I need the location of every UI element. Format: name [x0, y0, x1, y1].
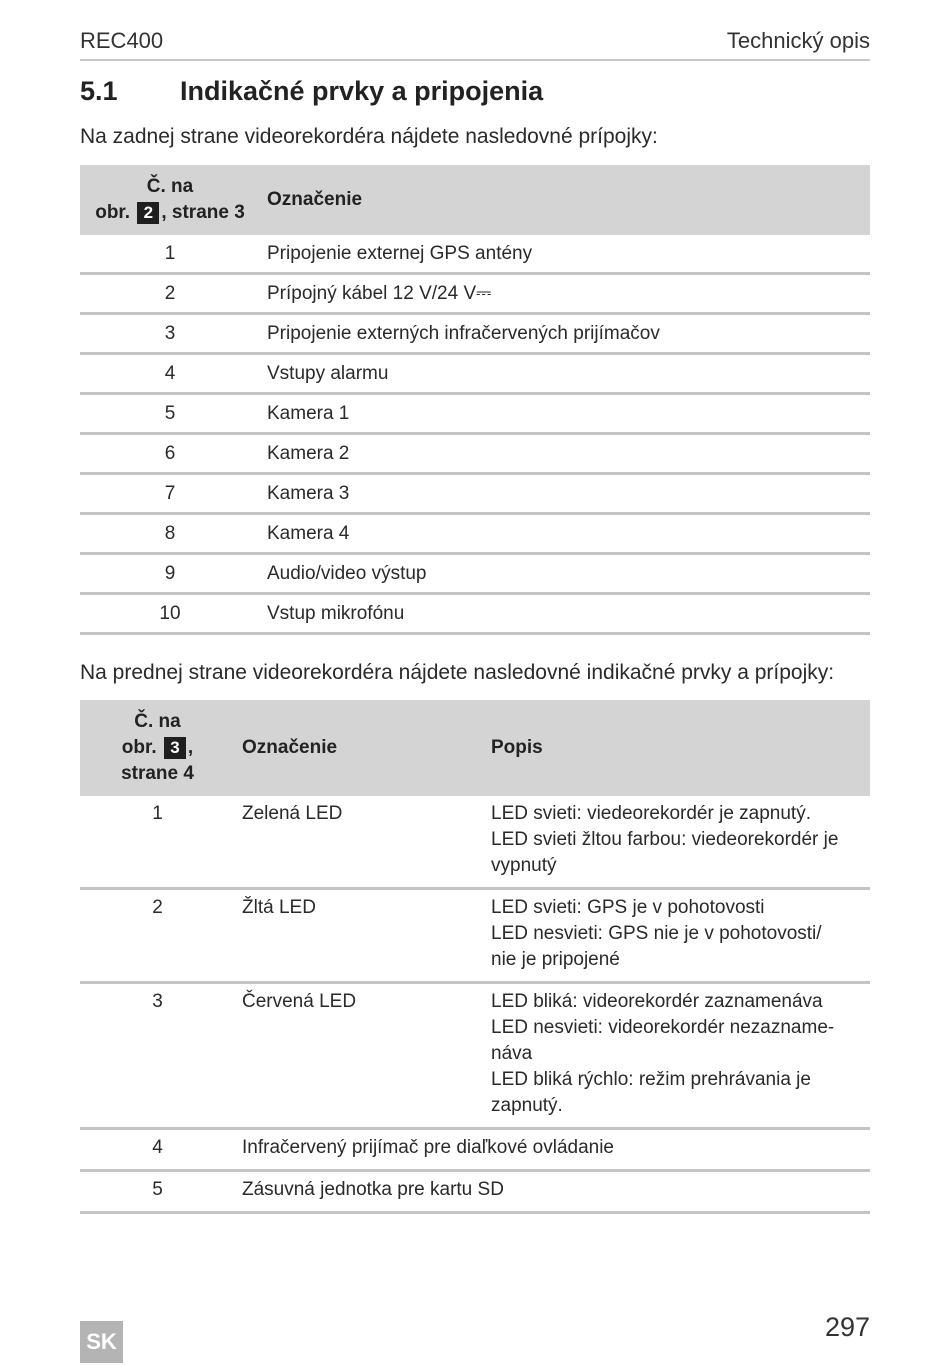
column-header-description: Popis: [491, 700, 870, 796]
table-row: [80, 1129, 870, 1171]
row-number: 3: [80, 983, 235, 1129]
table-row: [80, 889, 870, 983]
page-header: [80, 26, 870, 61]
front-indicators-table: [80, 700, 870, 1214]
column-header-label: Označenie: [235, 700, 491, 796]
row-number: 2: [80, 889, 235, 983]
table-header-row: [80, 165, 870, 235]
section-number: 5.1: [80, 76, 118, 106]
header-number-prefix: obr.: [95, 202, 131, 223]
header-number-line1: Č. na: [134, 711, 181, 732]
row-label: Zelená LED: [235, 796, 491, 889]
table-row: [80, 554, 870, 594]
row-label: Prípojný kábel 12 V/24 V⎓: [260, 274, 870, 314]
row-number: 4: [80, 1129, 235, 1171]
description-line: vypnutý: [491, 855, 557, 876]
description-line: LED nesvieti: GPS nie je v pohotovosti/: [491, 923, 822, 944]
description-line: LED bliká: videorekordér zaznamenáva: [491, 991, 823, 1012]
table-header-row: [80, 700, 870, 796]
row-label: Kamera 3: [260, 474, 870, 514]
column-header-number: [80, 165, 260, 235]
row-label: Vstupy alarmu: [260, 354, 870, 394]
description-line: LED svieti: GPS je v pohotovosti: [491, 897, 765, 918]
intro-rear: Na zadnej strane videorekordéra nájdete nasledovné prípojky:: [80, 125, 658, 148]
rear-connections-table: [80, 165, 870, 635]
row-number: 6: [80, 434, 260, 474]
header-number-line1: Č. na: [146, 176, 194, 197]
row-label: Infračervený prijímač pre diaľkové ovládanie: [235, 1129, 870, 1171]
description-line: LED svieti: viedeorekordér je zapnutý.: [491, 803, 811, 824]
row-description: [491, 796, 870, 889]
description-line: LED bliká rýchlo: režim prehrávania je: [491, 1069, 811, 1090]
row-number: 4: [80, 354, 260, 394]
column-header-label: Označenie: [260, 165, 870, 235]
row-number: 5: [80, 394, 260, 434]
table-row: [80, 314, 870, 354]
row-label: Vstup mikrofónu: [260, 594, 870, 634]
header-number-line3: strane 4: [121, 763, 194, 784]
intro-front: Na prednej strane videorekordéra nájdete nasledovné indikačné prvky a prípojky:: [80, 661, 835, 684]
description-line: náva: [491, 1043, 533, 1064]
row-number: 8: [80, 514, 260, 554]
table-row: [80, 594, 870, 634]
row-number: 2: [80, 274, 260, 314]
row-label: Žltá LED: [235, 889, 491, 983]
row-number: 10: [80, 594, 260, 634]
row-label: Kamera 2: [260, 434, 870, 474]
table-row: [80, 274, 870, 314]
column-header-number: [80, 700, 235, 796]
row-label: Zásuvná jednotka pre kartu SD: [235, 1171, 870, 1213]
row-number: 1: [80, 796, 235, 889]
header-number-suffix: ,: [187, 737, 194, 758]
table-row: [80, 354, 870, 394]
table-row: [80, 983, 870, 1129]
row-label: Červená LED: [235, 983, 491, 1129]
product-name: REC400: [80, 28, 164, 53]
section-title: Indikačné prvky a pripojenia: [180, 76, 544, 106]
description-line: nie je pripojené: [491, 949, 620, 970]
row-label: Kamera 4: [260, 514, 870, 554]
page-number: 297: [824, 1312, 870, 1342]
description-line: zapnutý.: [491, 1095, 563, 1116]
description-line: LED nesvieti: videorekordér nezazname-: [491, 1017, 835, 1038]
row-label: Kamera 1: [260, 394, 870, 434]
row-number: 1: [80, 235, 260, 274]
figure-number-badge: 2: [137, 202, 159, 224]
table-row: [80, 1171, 870, 1213]
chapter-name: Technický opis: [726, 28, 870, 53]
table-row: [80, 474, 870, 514]
row-label: Pripojenie externej GPS antény: [260, 235, 870, 274]
row-number: 7: [80, 474, 260, 514]
description-line: LED svieti žltou farbou: viedeorekordér je: [491, 829, 839, 850]
table-row: [80, 434, 870, 474]
table-row: [80, 796, 870, 889]
header-number-suffix: , strane 3: [161, 202, 245, 223]
figure-number-badge: 3: [164, 737, 186, 759]
table-row: [80, 394, 870, 434]
table-row: [80, 514, 870, 554]
table-row: [80, 235, 870, 274]
row-label: Pripojenie externých infračervených prijímačov: [260, 314, 870, 354]
language-tab: SK: [80, 1321, 123, 1363]
row-number: 3: [80, 314, 260, 354]
section-heading: [80, 76, 543, 107]
row-label: Audio/video výstup: [260, 554, 870, 594]
header-number-prefix: obr.: [121, 737, 157, 758]
row-number: 5: [80, 1171, 235, 1213]
row-description: [491, 983, 870, 1129]
row-number: 9: [80, 554, 260, 594]
row-description: [491, 889, 870, 983]
